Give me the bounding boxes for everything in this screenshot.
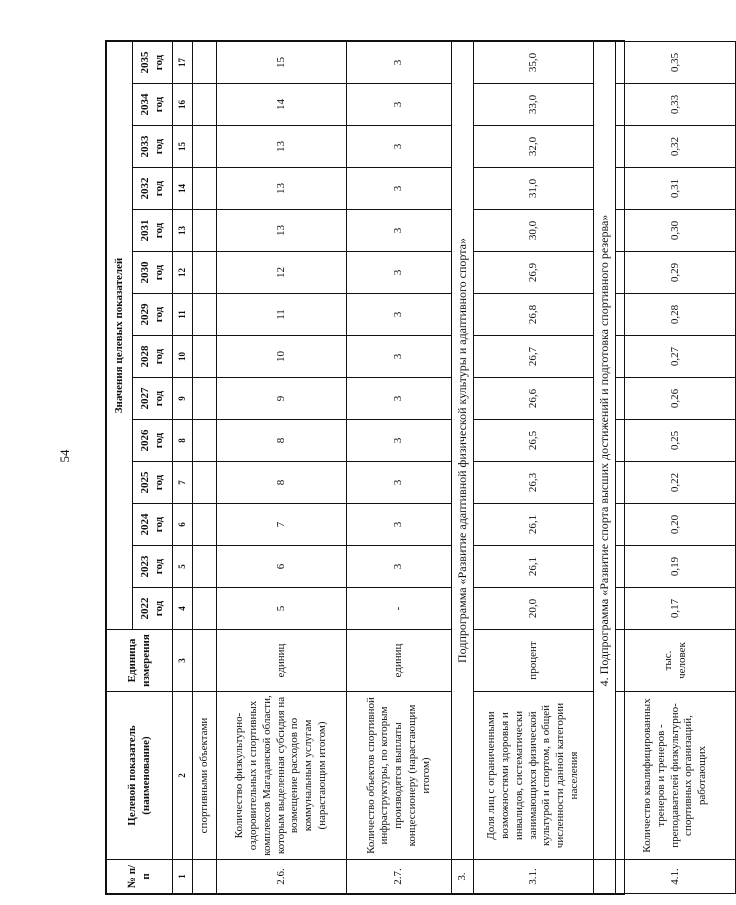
- unit-cell: [193, 630, 217, 692]
- value-cell: 26,1: [474, 546, 594, 588]
- column-number: 12: [173, 252, 193, 294]
- value-cell: 3: [347, 462, 452, 504]
- value-cell: 9: [217, 378, 347, 420]
- value-cell: 0,31: [616, 168, 736, 210]
- column-number: 11: [173, 294, 193, 336]
- value-cell: [193, 546, 217, 588]
- value-cell: 3: [347, 504, 452, 546]
- section-title: Подпрограмма «Развитие адаптивной физической культуры и адаптивного спорта»: [452, 42, 474, 860]
- column-number: 14: [173, 168, 193, 210]
- column-number: 2: [173, 692, 193, 860]
- value-cell: 3: [347, 420, 452, 462]
- value-cell: 20,0: [474, 588, 594, 630]
- page-number: 54: [57, 449, 72, 463]
- row-number: 4.1.: [616, 860, 736, 894]
- value-cell: 0,20: [616, 504, 736, 546]
- value-cell: 3: [347, 336, 452, 378]
- indicators-table: [106, 41, 736, 894]
- value-cell: 26,1: [474, 504, 594, 546]
- value-cell: [193, 210, 217, 252]
- column-number: 13: [173, 210, 193, 252]
- value-cell: 26,9: [474, 252, 594, 294]
- value-cell: 26,3: [474, 462, 594, 504]
- year-header: 2022 год: [133, 588, 173, 630]
- column-number: 7: [173, 462, 193, 504]
- unit-cell: тыс. человек: [616, 630, 736, 692]
- year-header: 2024 год: [133, 504, 173, 546]
- header-unit: Единица измерения: [107, 630, 173, 692]
- year-header: 2023 год: [133, 546, 173, 588]
- value-cell: 12: [217, 252, 347, 294]
- column-number: 5: [173, 546, 193, 588]
- value-cell: 5: [217, 588, 347, 630]
- column-number: 10: [173, 336, 193, 378]
- value-cell: [193, 504, 217, 546]
- value-cell: 0,22: [616, 462, 736, 504]
- value-cell: 3: [347, 546, 452, 588]
- row-number: [193, 860, 217, 894]
- year-header: 2032 год: [133, 168, 173, 210]
- column-number: 16: [173, 84, 193, 126]
- value-cell: 0,25: [616, 420, 736, 462]
- row-number: 2.6.: [217, 860, 347, 894]
- unit-cell: единиц: [217, 630, 347, 692]
- indicator-name: Количество объектов спортивной инфраструктуры, по которым производятся выплаты концессионеру (нарастающим итогом): [347, 692, 452, 860]
- value-cell: [193, 336, 217, 378]
- value-cell: 0,33: [616, 84, 736, 126]
- value-cell: [193, 84, 217, 126]
- value-cell: [193, 420, 217, 462]
- row-number: 2.7.: [347, 860, 452, 894]
- year-header: 2030 год: [133, 252, 173, 294]
- value-cell: 3: [347, 84, 452, 126]
- value-cell: 10: [217, 336, 347, 378]
- value-cell: 32,0: [474, 126, 594, 168]
- value-cell: 3: [347, 294, 452, 336]
- year-header: 2027 год: [133, 378, 173, 420]
- value-cell: 15: [217, 42, 347, 84]
- value-cell: 13: [217, 168, 347, 210]
- column-number: 17: [173, 42, 193, 84]
- column-number: 6: [173, 504, 193, 546]
- value-cell: 3: [347, 42, 452, 84]
- header-values: Значения целевых показателей: [107, 42, 133, 630]
- value-cell: -: [347, 588, 452, 630]
- value-cell: 0,35: [616, 42, 736, 84]
- value-cell: 0,26: [616, 378, 736, 420]
- unit-cell: процент: [474, 630, 594, 692]
- unit-cell: единиц: [347, 630, 452, 692]
- value-cell: 0,32: [616, 126, 736, 168]
- table-row: [217, 42, 347, 894]
- value-cell: 0,30: [616, 210, 736, 252]
- value-cell: 6: [217, 546, 347, 588]
- value-cell: 8: [217, 462, 347, 504]
- year-header: 2034 год: [133, 84, 173, 126]
- value-cell: 0,29: [616, 252, 736, 294]
- value-cell: 33,0: [474, 84, 594, 126]
- value-cell: [193, 462, 217, 504]
- table-row: [474, 42, 594, 894]
- header-name: Целевой показатель (наименование): [107, 692, 173, 860]
- row-number: [594, 860, 616, 894]
- value-cell: 35,0: [474, 42, 594, 84]
- table-row: [193, 42, 217, 894]
- value-cell: 26,5: [474, 420, 594, 462]
- column-number: 15: [173, 126, 193, 168]
- year-header: 2035 год: [133, 42, 173, 84]
- value-cell: 30,0: [474, 210, 594, 252]
- section-row: [452, 42, 474, 894]
- column-number: 9: [173, 378, 193, 420]
- value-cell: [193, 294, 217, 336]
- year-header: 2028 год: [133, 336, 173, 378]
- column-number: 1: [173, 860, 193, 894]
- table-row: [347, 42, 452, 894]
- value-cell: 13: [217, 126, 347, 168]
- value-cell: 0,17: [616, 588, 736, 630]
- value-cell: [193, 588, 217, 630]
- value-cell: [193, 168, 217, 210]
- rotated-page: [105, 40, 709, 895]
- indicator-name: Доля лиц с ограниченными возможностями здоровья и инвалидов, систематически занимающихся физической культурой и спортом, в общей численности данной категории населения: [474, 692, 594, 860]
- value-cell: 26,8: [474, 294, 594, 336]
- indicator-name: Количество физкультурно-оздоровительных и спортивных комплексов Магаданской области, которым выделенная субсидия на возмещение расходов по коммунальным услугам (нарастающим итогом): [217, 692, 347, 860]
- indicator-name: спортивными объектами: [193, 692, 217, 860]
- row-number: 3.1.: [474, 860, 594, 894]
- value-cell: 3: [347, 126, 452, 168]
- value-cell: 0,19: [616, 546, 736, 588]
- value-cell: [193, 42, 217, 84]
- table-row: [616, 42, 736, 894]
- year-header: 2026 год: [133, 420, 173, 462]
- value-cell: 31,0: [474, 168, 594, 210]
- value-cell: 0,28: [616, 294, 736, 336]
- header-no: № п/п: [107, 860, 173, 894]
- year-header: 2031 год: [133, 210, 173, 252]
- value-cell: 26,6: [474, 378, 594, 420]
- value-cell: 3: [347, 378, 452, 420]
- row-number: 3.: [452, 860, 474, 894]
- column-number: 3: [173, 630, 193, 692]
- section-title: 4. Подпрограмма «Развитие спорта высших достижений и подготовка спортивного резерва»: [594, 42, 616, 860]
- indicator-name: Количество квалифицированных тренеров и тренеров - преподавателей физкультурно-спортивных организаций, работающих: [616, 692, 736, 860]
- value-cell: 26,7: [474, 336, 594, 378]
- value-cell: [193, 126, 217, 168]
- value-cell: 0,27: [616, 336, 736, 378]
- value-cell: [193, 252, 217, 294]
- value-cell: 3: [347, 210, 452, 252]
- value-cell: [193, 378, 217, 420]
- value-cell: 3: [347, 252, 452, 294]
- value-cell: 8: [217, 420, 347, 462]
- value-cell: 11: [217, 294, 347, 336]
- year-header: 2025 год: [133, 462, 173, 504]
- year-header: 2029 год: [133, 294, 173, 336]
- column-number: 8: [173, 420, 193, 462]
- value-cell: 13: [217, 210, 347, 252]
- value-cell: 7: [217, 504, 347, 546]
- column-number: 4: [173, 588, 193, 630]
- value-cell: 14: [217, 84, 347, 126]
- value-cell: 3: [347, 168, 452, 210]
- year-header: 2033 год: [133, 126, 173, 168]
- section-row: [594, 42, 616, 894]
